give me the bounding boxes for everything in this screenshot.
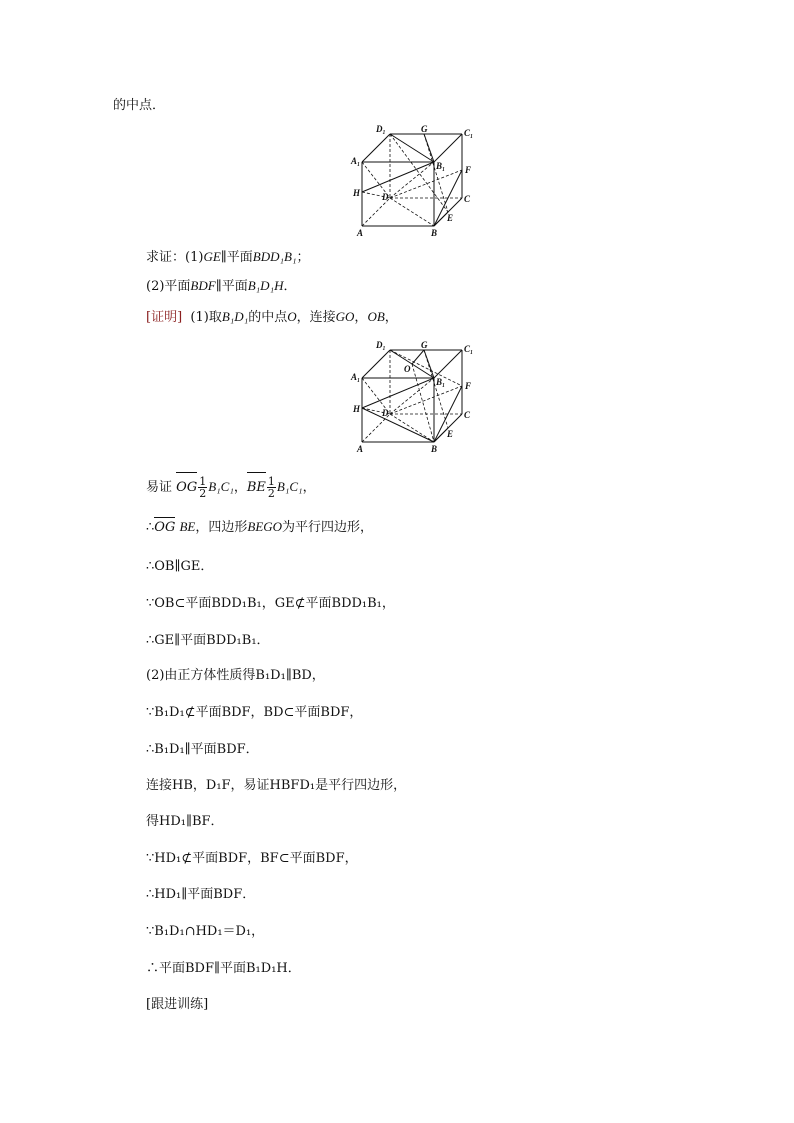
label-A: A: [357, 444, 364, 454]
label-H: H: [353, 404, 361, 414]
proof-start-pt: O: [287, 309, 297, 324]
claim-2-plane: B₁D₁H: [247, 278, 284, 293]
step-s2-tail: 为平行四边形，: [282, 520, 374, 535]
claim-1-rel: ∥平面: [220, 250, 253, 265]
label-A1: A₁: [351, 372, 361, 382]
step-s2-mid: BE: [179, 519, 196, 534]
proof-start-sep: ，: [354, 310, 368, 325]
claim-2-end: ．: [283, 279, 297, 294]
step-s2-b: BEGO: [247, 519, 283, 534]
step-s1-a: OG: [176, 474, 197, 502]
step-s1-sep: ，: [233, 480, 247, 495]
footer-followup: [跟进训练]: [146, 997, 209, 1012]
label-D1: D₁: [376, 124, 386, 134]
step-s3: ∴OB∥GE．: [146, 559, 214, 574]
step-s1-c: BE: [247, 474, 266, 502]
label-B: B: [431, 228, 438, 238]
label-C1: C₁: [464, 128, 474, 138]
step-s2-pre: ∴: [146, 520, 155, 535]
step-s2-a: OG: [154, 520, 176, 535]
step-s6: (2)由正方体性质得B₁D₁∥BD，: [146, 668, 325, 683]
proof-tag: [证明]: [146, 310, 183, 325]
step-s12: ∴HD₁∥平面BDF．: [146, 887, 256, 902]
step-s1-b: B₁C₁: [208, 479, 234, 494]
proof-start-l2: OB: [367, 309, 385, 324]
step-s1-end: ，: [302, 480, 316, 495]
step-s2: [146, 518, 373, 537]
proof-start-seg: B₁D₁: [221, 309, 249, 324]
cube-figure-1-svg: [346, 122, 486, 240]
label-B1: B₁: [436, 161, 446, 171]
label-C: C: [464, 194, 471, 204]
step-s14: ∴平面BDF∥平面B₁D₁H．: [146, 961, 301, 976]
label-F: F: [465, 381, 472, 391]
step-s1-frac-2: $\frac{1}{2}$: [267, 475, 275, 500]
label-F: F: [465, 165, 472, 175]
proof-start-mid: 的中点: [248, 310, 288, 325]
label-B: B: [431, 444, 438, 454]
step-s8: ∴B₁D₁∥平面BDF．: [146, 742, 259, 757]
label-D: D: [382, 192, 389, 202]
prove-heading: 求证：: [146, 250, 186, 265]
label-B1: B₁: [436, 377, 446, 387]
cube-figure-2: [346, 338, 486, 456]
label-C1: C₁: [464, 344, 474, 354]
proof-start-end: ，: [384, 310, 398, 325]
step-s1: [146, 473, 316, 502]
step-s1-d: B₁C₁: [276, 479, 303, 494]
step-s10: 得HD₁∥BF．: [146, 814, 224, 829]
cube-figure-2-svg: [346, 338, 486, 456]
step-s13: ∵B₁D₁∩HD₁＝D₁，: [146, 924, 265, 939]
label-A1: A₁: [351, 156, 361, 166]
label-A: A: [357, 228, 364, 238]
label-E: E: [447, 213, 454, 223]
proof-start-l1: GO: [335, 309, 355, 324]
claim-2-prefix: (2)平面: [146, 279, 191, 294]
label-D: D: [382, 408, 389, 418]
label-C: C: [464, 410, 471, 420]
claim-1-plane: BDD₁B₁: [252, 249, 297, 264]
step-s11: ∵HD₁⊄平面BDF，BF⊂平面BDF，: [146, 851, 358, 866]
step-s1-pre: 易证: [146, 480, 173, 495]
claim-2-rel: ∥平面: [215, 279, 248, 294]
proof-start-text: (1)取: [190, 310, 222, 325]
step-s5: ∴GE∥平面BDD₁B₁．: [146, 633, 270, 648]
label-D1: D₁: [376, 340, 386, 350]
label-E: E: [447, 429, 454, 439]
claim-1-end: ；: [296, 250, 310, 265]
proof-start: [146, 308, 398, 327]
label-G: G: [421, 124, 428, 134]
proof-start-rest: ，连接: [296, 310, 336, 325]
step-s9: 连接HB，D₁F，易证HBFD₁是平行四边形，: [146, 778, 407, 793]
step-s1-frac-1: $\frac{1}{2}$: [199, 475, 207, 500]
step-s7: ∵B₁D₁⊄平面BDF，BD⊂平面BDF，: [146, 705, 363, 720]
label-G: G: [421, 340, 428, 350]
step-s4: ∵OB⊂平面BDD₁B₁，GE⊄平面BDD₁B₁，: [146, 596, 395, 611]
label-H: H: [353, 188, 361, 198]
claim-1: [146, 248, 310, 267]
label-O: O: [404, 364, 411, 374]
cube-figure-1: [346, 122, 486, 240]
step-s2-rest: ，四边形: [195, 520, 248, 535]
claim-2: [146, 277, 297, 296]
intro-text: 的中点．: [113, 98, 166, 113]
claim-2-expr: BDF: [190, 278, 216, 293]
claim-1-expr: GE: [203, 249, 221, 264]
claim-1-prefix: (1): [185, 250, 204, 265]
